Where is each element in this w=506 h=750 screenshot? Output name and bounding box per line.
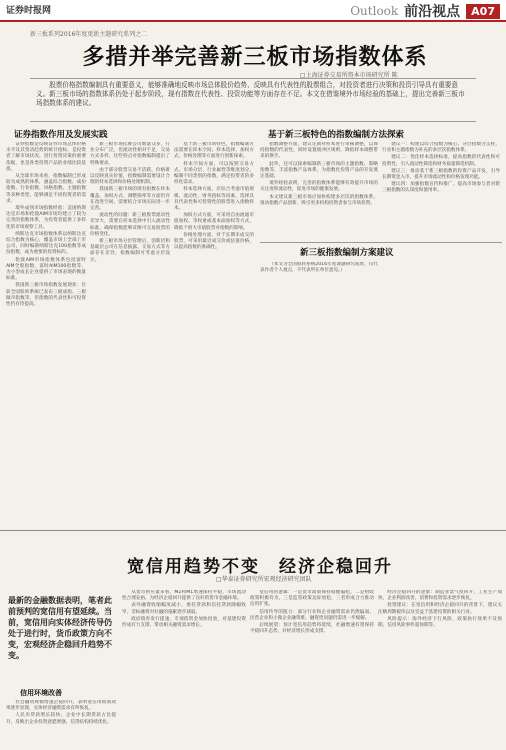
- paragraph: 证券指数是反映证券市场总体价格水平及其变动趋势的统计指标，是投资者了解市场状况、进行投资决策的重要依据，也是各类投资产品的业绩比较基准。: [6, 142, 86, 172]
- paragraph: 我国新三板市场指数发展现状：目前全国股转系统已发布三板成指、三板做市指数等，但指数的代表性和可投资性仍有待提高。: [6, 283, 86, 308]
- article1-abstract: 股票价格指数编制具有重要意义，能够准确地反映市场总体股价趋势、反映具有代表性的股票组合，对投资者进行决策和投资引导具有重要意义。新三板市场的指数体系仍处于起步阶段，现有指数在代表性、投资功能等方面存在不足。本文在借鉴境外市场经验的基础上，提出完善新三板市场指数体系的建议。: [30, 78, 476, 122]
- paragraph: 流动性的问题：新三板股票流动性差异大，需要在样本选择中引入流动性标准，确保指数能够反映可交易股票的价格变化。: [90, 213, 170, 237]
- paragraph: 基于新三板市场特色，指数编制方法需要在样本空间、样本选择、加权方式、价格处理等方面进行创新探索。: [174, 142, 254, 160]
- paragraph: 建议二：优化样本选择标准，提高指数的代表性和可投资性，引入流动性筛选和财务质量筛选机制。: [382, 155, 500, 167]
- page-number-badge: A07: [466, 4, 500, 19]
- paragraph: 指数调整方面，建议定期对样本进行审核调整，以保持指数的代表性，同时设置缓冲区规则，降低样本调整带来的换手。: [260, 142, 378, 160]
- masthead-right: [350, 2, 500, 20]
- paragraph: 建议一：构建以综合指数为核心、分层指数为支柱、行业和主题指数为补充的多层次指数体系。: [382, 142, 500, 154]
- paragraph: 表外融资收缩幅度减小，委托贷款和信托贷款降幅收窄，非标融资对社融的拖累逐步减弱。: [122, 603, 246, 615]
- article1-col-a: [6, 142, 86, 526]
- article2-pull-quote: 最新的金融数据表明，笔者此前预判的宽信用有望延续。当前，宽信用向实体经济传导仍处于进行时，货币政策方向不变，宏观经济企稳回升趋势不变。: [8, 596, 112, 660]
- section-title-1: 证券指数作用及发展实践: [14, 130, 108, 140]
- paragraph: 建议四：加强指数宣传和推广，提高市场参与者对新三板指数的认知度和使用率。: [382, 182, 500, 194]
- article2-col-d: [378, 590, 502, 748]
- paragraph: 样本选择方面，应综合考虑市值规模、流动性、财务指标等因素，选择具有代表性和可投资性的股票进入指数样本。: [174, 187, 254, 212]
- paragraph: 从货币供应量来看，M2和M1增速保持平稳，市场流动性合理充裕，为经济企稳回升提供了良好的货币金融环境。: [122, 590, 246, 602]
- paragraph: 信用传导的阻力：部分行业和企业融资需求仍然偏弱，民营企业和小微企业融资难、融资贵问题仍需进一步缓解。: [250, 609, 374, 621]
- article-divider: [0, 530, 506, 531]
- section-title-2: 基于新三板特色的指数编制方法探索: [268, 130, 405, 140]
- paragraph: 新三板市场分层管理后，创新层和基础层公司在信息披露、交易方式等方面存在差异，指数编制可考虑分层设计。: [90, 239, 170, 263]
- article2-headline: 宽信用趋势不变 经济企稳回升: [127, 557, 393, 577]
- paragraph: 境外成熟市场指数经验：美国纳斯达克市场和伦敦AIM市场均建立了较为完善的指数体系，为投资者提供了多样化的市场观察工具。: [6, 206, 86, 230]
- paragraph: 政府债券发行提速，专项债资金加快投放，对基建投资形成有力支撑，带动相关融资需求增长。: [122, 616, 246, 629]
- article1-byline: □上海证券交易所资本市场研究所 陈: [300, 72, 398, 79]
- paragraph: 价格处理方面，对于长期未成交的股票，可采用最近成交价或估值价格，以提高指数的准确性。: [174, 232, 254, 251]
- paragraph: 人民币贷款增长较快，企业中长期贷款占比提升，反映出企业投资意愿增强，信贷结构持续优化。: [6, 713, 116, 725]
- paragraph: 社会融资规模增速企稳回升，表明宽信用政策效果逐步显现，实体经济融资需求有所恢复。: [6, 700, 116, 712]
- article1-col-d: [260, 142, 378, 238]
- article2-subhead-1: 信用环境改善: [20, 689, 62, 697]
- paragraph: 样本空间方面，可以按照交易方式、市场分层、行业属性等维度划分，编制不同类别的指数，满足投资者的多样化需求。: [174, 161, 254, 186]
- article1-kicker: 新三板系列2016年度更新主题研究系列之二: [30, 31, 148, 38]
- paragraph: 境外经验表明，完善的指数体系能够有效提升市场的关注度和流动性，促进市场的健康发展。: [260, 181, 378, 193]
- paragraph: 后续展望：预计宽信用趋势将延续，社融增速有望保持平稳回升态势，对经济增长形成支撑。: [250, 623, 374, 635]
- article2-col-a: [6, 700, 116, 748]
- section-title-3: 新三板指数编制方案建议: [300, 248, 394, 258]
- article1-headline: 多措并举完善新三板市场指数体系: [82, 45, 428, 70]
- article2-byline: □华泰证券研究所宏观经济研究团队: [216, 576, 312, 583]
- paragraph: 纳斯达克市场指数体系以纳斯达克综合指数为核心，覆盖市场上全部上市公司，同时编制纳斯达克100指数等成份指数，成为重要的投资标的。: [6, 231, 86, 256]
- paragraph: 风险提示：海外经济下行风险，政策执行效果不及预期，信用风险事件超预期等。: [378, 616, 502, 629]
- paragraph: 经济企稳回升的迹象：制造业景气度回升，工业生产加快，企业利润改善，消费和投资需求逐步恢复。: [378, 590, 502, 602]
- paragraph: 由于部分股票交易不活跃，价格难以反映真实价值，指数编制需要设计合理的样本选择和价格处理机制。: [90, 167, 170, 186]
- paragraph: 伦敦AIM市场指数体系包括富时AIM全股指数、富时AIM100指数等，为小型成长企业提供了市场表现的衡量标准。: [6, 257, 86, 282]
- paper-name: 证券时报网: [6, 6, 52, 16]
- paragraph: 建议三：推动基于新三板指数的投资产品开发，引导长期资金入市，提升市场流动性和价格发现功能。: [382, 168, 500, 181]
- article1-col-b: [90, 142, 170, 526]
- article2-col-b: [122, 590, 246, 748]
- article1-col-f: [260, 262, 378, 526]
- outlook-label: Outlook: [350, 4, 399, 18]
- paragraph: 加权方式方面，可采用自由流通市值加权、等权重或基本面加权等方式，降低个别大市值股票对指数的影响。: [174, 213, 254, 231]
- article2-col-c: [250, 590, 374, 748]
- section-label: 前沿视点: [404, 4, 461, 20]
- paragraph: 投资建议：在宽信用和经济企稳回升的背景下，建议关注顺周期板块以及受益于基建投资的相关行业。: [378, 603, 502, 615]
- paragraph: 新三板市场挂牌公司数量众多，行业分布广泛，但流动性相对不足，交易方式多样，这些特点对指数编制提出了特殊要求。: [90, 142, 170, 166]
- masthead: [0, 0, 506, 22]
- paragraph: 此外，还可以探索编制新三板市场的主题指数、策略指数等，丰富指数产品体系，为指数化投资产品的开发奠定基础。: [260, 161, 378, 180]
- paragraph: 从全球市场来看，指数编制已形成较为成熟的体系，涵盖综合指数、成份指数、行业指数、风格指数、主题指数等多种类型，能够满足不同投资者的需求。: [6, 174, 86, 204]
- paragraph: 宽信用的逻辑：一是货币政策保持稳健偏松，二是财政政策积极有为，三是监管政策边际放松，三者形成合力推动信用扩张。: [250, 590, 374, 608]
- paragraph: 我国新三板市场的现有指数在样本覆盖、加权方式、调整频率等方面仍存在改进空间，需要结合市场实际进一步完善。: [90, 187, 170, 212]
- article1-col-c: [174, 142, 254, 526]
- paragraph: 本文建议新三板市场应加快构建多层次的指数体系，推动指数产品创新，吸引更多机构投资者参与市场投资。: [260, 194, 378, 206]
- paragraph: （本文为全国股转系统2016年度课题研究成果，仅代表作者个人观点，不代表所在单位意见。）: [260, 262, 378, 274]
